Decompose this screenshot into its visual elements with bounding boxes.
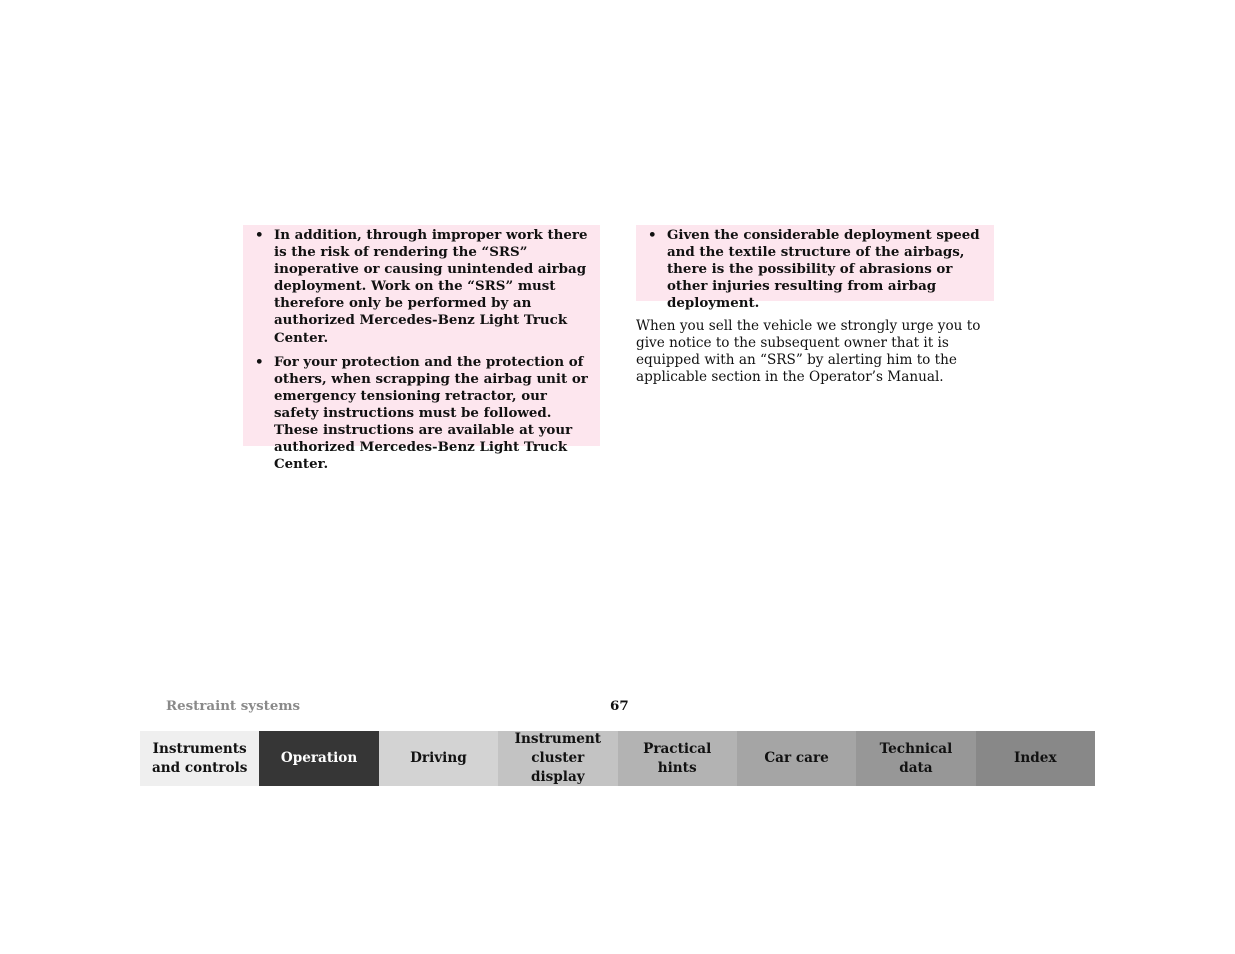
nav-tab-label: Practical hints (643, 740, 712, 776)
warning-item (648, 227, 987, 312)
section-title: Restraint systems (166, 698, 301, 714)
nav-tab-label: Instrument cluster display (514, 731, 602, 785)
nav-tab-technical-data[interactable] (856, 731, 975, 786)
nav-tab-label: Instruments and controls (151, 740, 248, 776)
nav-tab-label: Car care (764, 750, 829, 766)
nav-tab-driving[interactable] (379, 731, 498, 786)
chapter-nav-bar (140, 731, 1095, 786)
warning-text: For your protection and the protection of others, when scrapping the airbag unit or emergency tensioning retractor, our safety instructions must be followed. These instructions are available at your authorized Mercedes-Benz Light Truck Center. (274, 353, 588, 473)
body-paragraph: When you sell the vehicle we strongly urge you to give notice to the subsequent owner that it is equipped with an “SRS” by alerting him to the applicable section in the Operator’s Manual. (636, 318, 981, 386)
warning-list-left (255, 227, 593, 473)
nav-tab-label: Operation (280, 750, 358, 766)
bullet-icon: • (255, 227, 264, 243)
nav-tab-car-care[interactable] (737, 731, 856, 786)
warning-text: In addition, through improper work there is the risk of rendering the “SRS” inoperative or causing unintended airbag deployment. Work on the “SRS” must therefore only be performed by an authorized Mercedes-Benz Light Truck Center. (274, 227, 588, 346)
page-number: 67 (610, 698, 629, 714)
bullet-icon: • (648, 227, 657, 243)
warning-item (255, 227, 593, 347)
nav-tab-index[interactable] (976, 731, 1095, 786)
warning-box-right (636, 225, 994, 312)
nav-tab-practical-hints[interactable] (618, 731, 737, 786)
nav-tab-instrument-cluster-display[interactable] (498, 731, 617, 786)
warning-item (255, 354, 593, 474)
nav-tab-label: Technical data (879, 740, 953, 776)
nav-tab-label: Driving (410, 750, 467, 766)
bullet-icon: • (255, 353, 264, 370)
nav-tab-label: Index (1014, 750, 1057, 766)
nav-tab-instruments-and-controls[interactable] (140, 731, 259, 786)
warning-list-right (648, 227, 987, 312)
warning-text: Given the considerable deployment speed and the textile structure of the airbags, there is the possibility of abrasions or other injuries resulting from airbag deployment. (667, 227, 980, 312)
warning-box-left (243, 225, 600, 473)
nav-tab-operation[interactable] (259, 731, 378, 786)
